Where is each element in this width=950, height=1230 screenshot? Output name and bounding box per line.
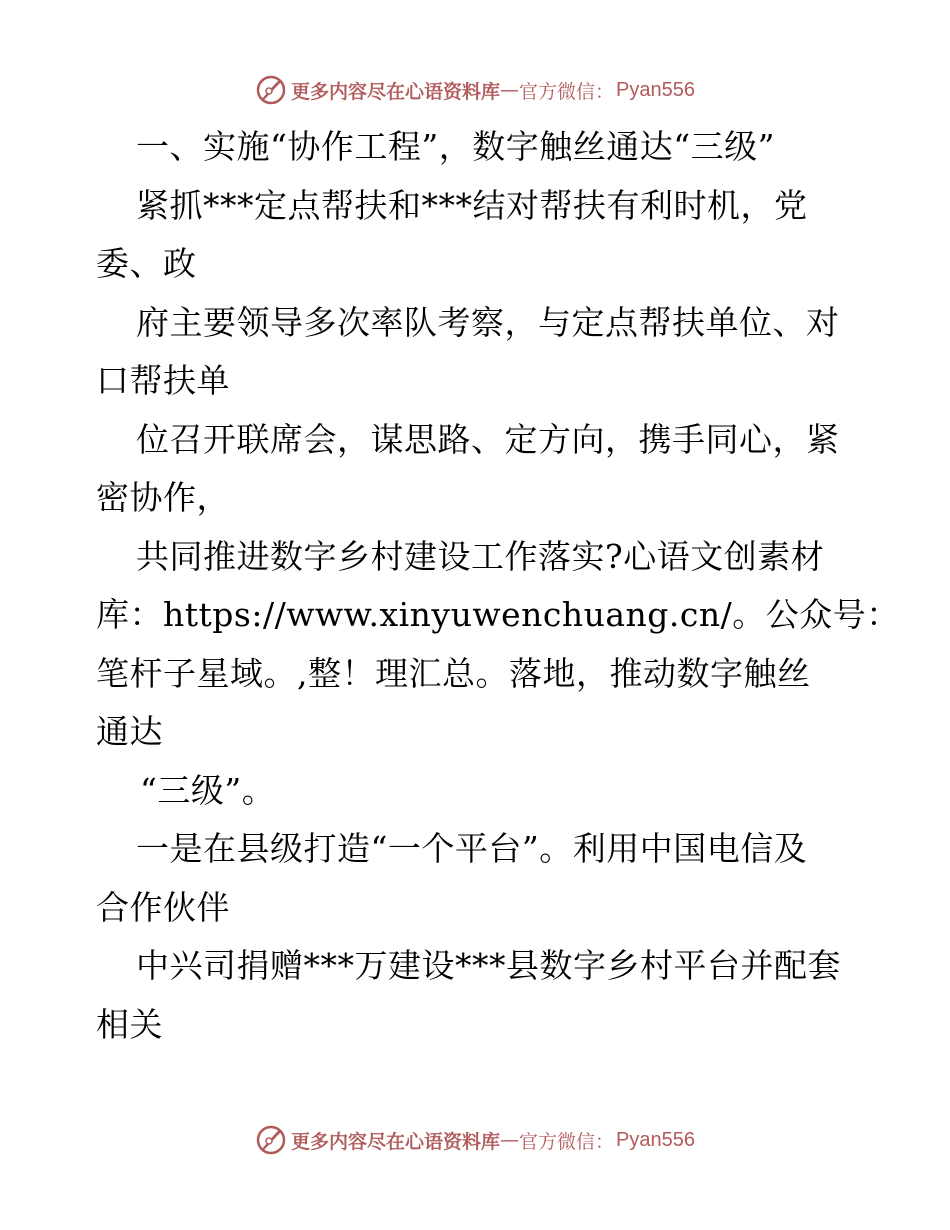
banner-brand-text: 更多内容尽在心语资料库 xyxy=(291,80,501,103)
body-line: 府主要领导多次率队考察，与定点帮扶单位、对 xyxy=(136,302,840,342)
footer-banner xyxy=(0,1120,950,1160)
quill-seal-icon xyxy=(255,1124,287,1156)
body-line: 共同推进数字乡村建设工作落实?心语文创素材 xyxy=(136,536,825,576)
document-body xyxy=(96,118,900,1054)
banner-separator: — xyxy=(500,79,520,101)
banner-wechat-id: Pyan556 xyxy=(616,1128,695,1151)
body-line: 笔杆子星域。,整！理汇总。落地，推动数字触丝 xyxy=(96,653,811,693)
body-line: 口帮扶单 xyxy=(96,361,230,400)
body-line: 合作伙伴 xyxy=(96,887,230,927)
header-banner xyxy=(0,70,950,110)
quill-seal-icon xyxy=(255,74,287,106)
banner-separator: — xyxy=(500,1129,520,1151)
body-line: 委、政 xyxy=(96,244,197,283)
body-line: 一是在县级打造“一个平台”。利用中国电信及 xyxy=(136,829,808,868)
body-line: 通达 xyxy=(96,712,163,751)
body-line: 相关 xyxy=(96,1004,163,1044)
banner-brand-text: 更多内容尽在心语资料库 xyxy=(291,1130,501,1153)
body-line: 紧抓***定点帮扶和***结对帮扶有利时机，党 xyxy=(136,185,808,225)
body-line: 中兴司捐赠***万建设***县数字乡村平台并配套 xyxy=(136,946,841,985)
body-line: 一、实施“协作工程”，数字触丝通达“三级” xyxy=(136,127,775,166)
body-line: “三级”。 xyxy=(140,770,276,810)
body-line: 库：https://www.xinyuwenchuang.cn/。公众号： xyxy=(96,595,900,634)
banner-wechat-label: 官方微信： xyxy=(519,1130,615,1153)
banner-wechat-id: Pyan556 xyxy=(616,78,695,101)
body-line: 位召开联席会，谋思路、定方向，携手同心，紧 xyxy=(136,419,840,459)
banner-wechat-label: 官方微信： xyxy=(519,80,615,103)
body-line: 密协作， xyxy=(96,478,230,517)
